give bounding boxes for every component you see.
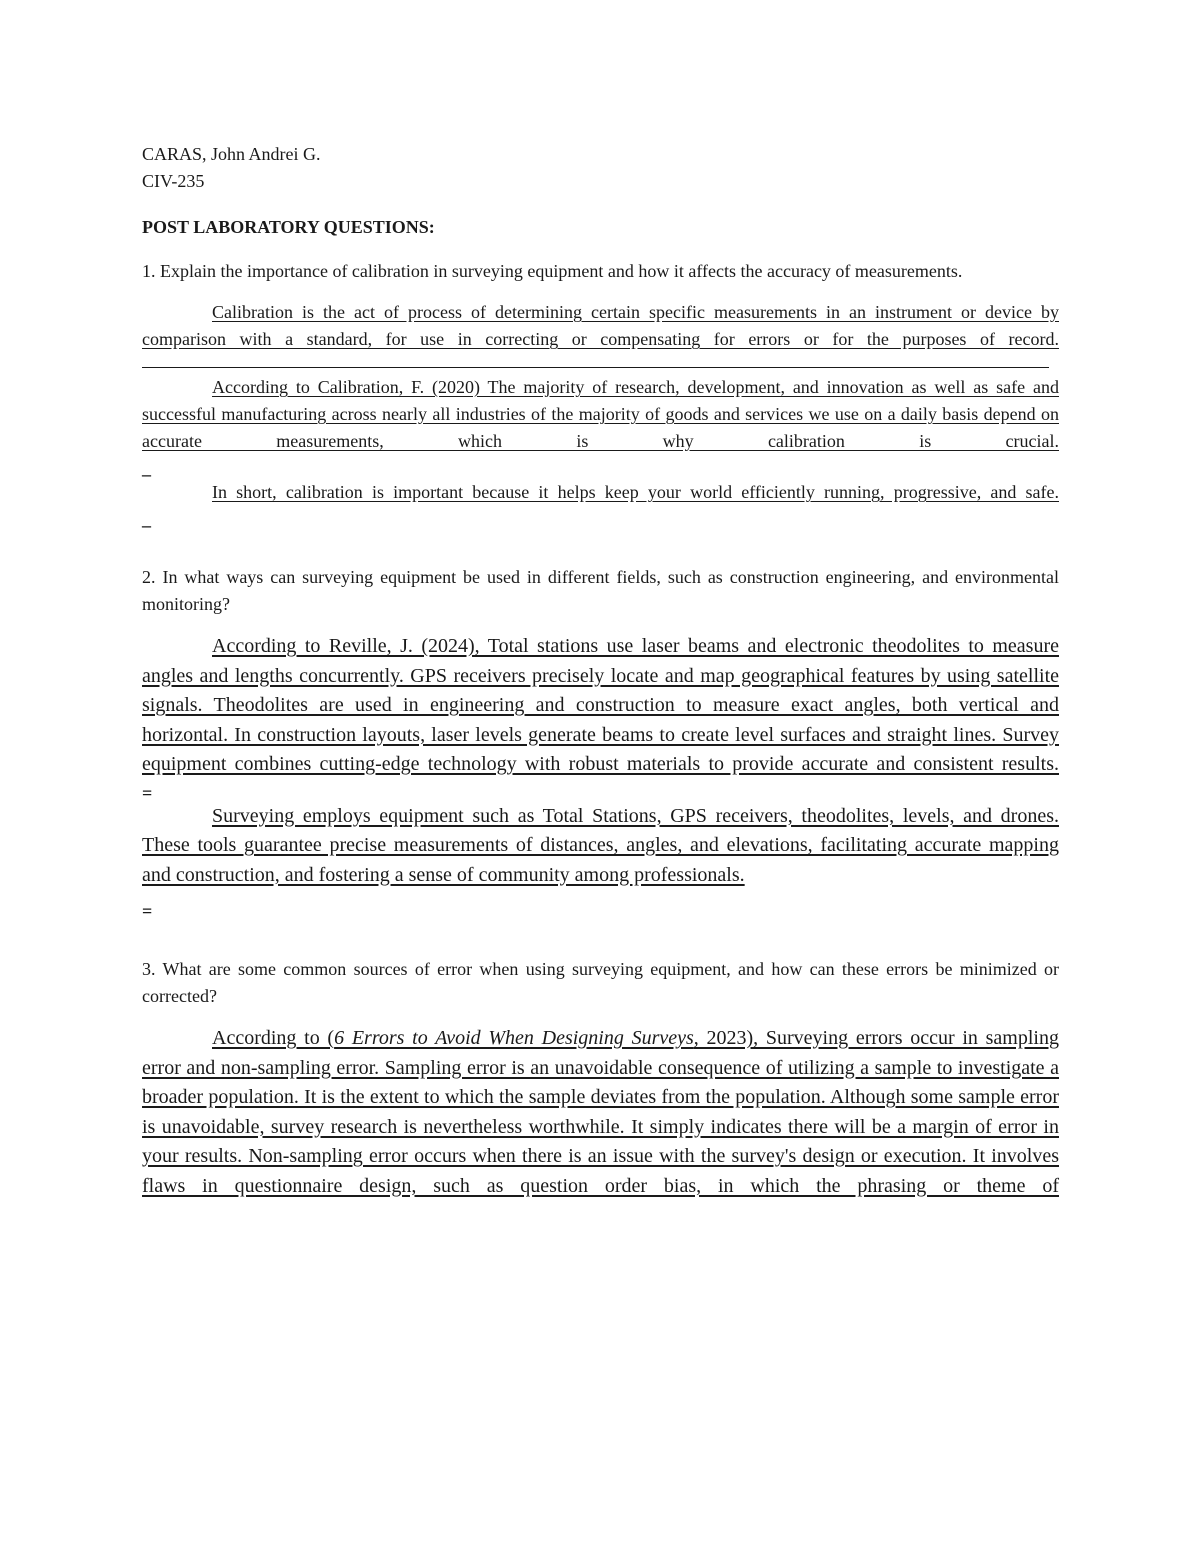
answer-2-paragraph-2-text: Surveying employs equipment such as Total Stations, GPS receivers, theodolites, levels, and drones. These tools guarantee precise measurements of distances, angles, and elevations, facilitating accurate mapping and construction, and fostering a sense of community among professionals.: [142, 804, 1059, 886]
answer-1-paragraph-1: [142, 299, 1059, 353]
citation-title: 6 Errors to Avoid When Designing Surveys: [334, 1027, 694, 1049]
blank-mark: _: [142, 509, 151, 529]
underline-rule: [142, 367, 1049, 368]
answer-1-paragraph-3: [142, 479, 1059, 506]
question-2: 2. In what ways can surveying equipment be used in different fields, such as construction engineering, and environmental monitoring?: [142, 567, 1059, 614]
answer-2-paragraph-2: [142, 802, 1059, 891]
question-3: 3. What are some common sources of error when using surveying equipment, and how can these errors be minimized or corrected?: [142, 959, 1059, 1006]
answer-1-paragraph-2-text: According to Calibration, F. (2020) The majority of research, development, and innovation as well as safe and successful manufacturing across nearly all industries of the majority of goods and services we use on a daily basis depend on accurate measurements, which is why calibration is crucial.: [142, 377, 1059, 451]
page-title: POST LABORATORY QUESTIONS:: [142, 217, 435, 237]
blank-mark: =: [142, 782, 153, 803]
answer-3-paragraph-1-text: , 2023), Surveying errors occur in sampling error and non-sampling error. Sampling error is an unavoidable consequence of utilizing a sample to investigate a broader population. It is the extent to which the sample deviates from the population. Although some sample error is unavoidable, survey research is nevertheless worthwhile. It simply indicates there will be a margin of error in your results. Non-sampling error occurs when there is an issue with the survey's design or execution. It involves flaws in questionnaire design, such as question order bias, in which the phrasing or theme of: [142, 1027, 1059, 1197]
answer-1-paragraph-1-text: Calibration is the act of process of determining certain specific measurements in an instrument or device by comparison with a standard, for use in correcting or compensating for errors or for the purposes of record.: [142, 302, 1059, 349]
answer-3-paragraph-1: [142, 1024, 1059, 1201]
answer-2-paragraph-1-text: According to Reville, J. (2024), Total stations use laser beams and electronic theodolites to measure angles and lengths concurrently. GPS receivers precisely locate and map geographical features by using satellite signals. Theodolites are used in engineering and construction to measure exact angles, both vertical and horizontal. In construction layouts, laser levels generate beams to create level surfaces and straight lines. Survey equipment combines cutting-edge technology with robust materials to provide accurate and consistent results.: [142, 635, 1059, 775]
answer-2-paragraph-1: [142, 632, 1059, 780]
document-page: [142, 141, 1059, 1201]
course-code: CIV-235: [142, 171, 205, 191]
question-1: 1. Explain the importance of calibration in surveying equipment and how it affects the accuracy of measurements.: [142, 261, 963, 281]
answer-1-paragraph-2: [142, 374, 1059, 455]
citation-open: According to (: [212, 1027, 335, 1049]
student-name: CARAS, John Andrei G.: [142, 144, 321, 164]
answer-1-paragraph-3-text: In short, calibration is important because it helps keep your world efficiently running, progressive, and safe.: [212, 482, 1059, 502]
blank-mark: =: [142, 901, 153, 921]
blank-mark: _: [142, 458, 151, 478]
